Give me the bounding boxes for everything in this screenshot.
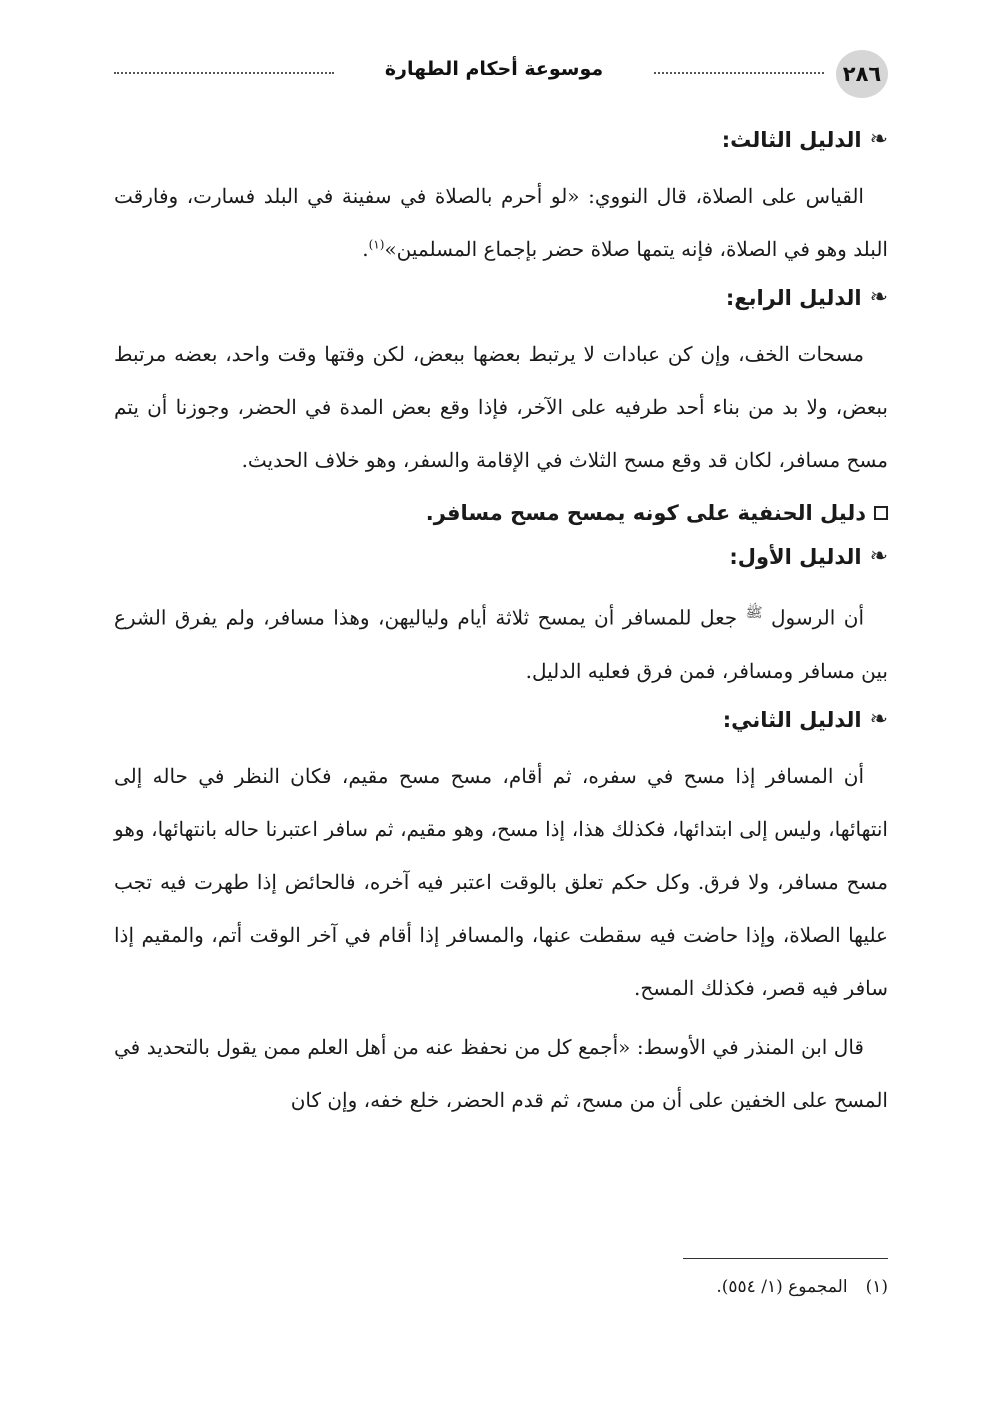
- paragraph: [114, 587, 888, 698]
- paragraph: مسحات الخف، وإن كن عبادات لا يرتبط بعضها ببعض، لكن وقتها وقت واحد، بعضه مرتبط ببعض، ولا بد من بناء أحد طرفيه على الآخر، فإذا وقع بعض المدة في الحضر، وجوزنا أن يتم مسح مسافر، لكان قد وقع مسح الثلاث في الإقامة والسفر، وهو خلاف الحديث.: [114, 342, 888, 472]
- header-dotted-rule-left: [114, 72, 334, 74]
- header-dotted-rule-right: [654, 72, 824, 74]
- section-title-text: دليل الحنفية على كونه يمسح مسح مسافر.: [425, 501, 866, 525]
- heading-text: الدليل الثاني:: [722, 707, 862, 732]
- heading-fourth-evidence: [114, 282, 888, 314]
- paragraph-text: أن الرسول: [771, 605, 865, 630]
- leaf-ornament-icon: ❧: [869, 285, 888, 310]
- paragraph: أن المسافر إذا مسح في سفره، ثم أقام، مسح مسح مقيم، فكان النظر في حاله إلى انتهائها، وليس إلى ابتدائها، فكذلك هذا، إذا مسح، وهو مقيم، ثم سافر اعتبرنا حاله بانتهائها، وهو مسح مسافر، ولا فرق. وكل حكم تعلق بالوقت اعتبر فيه آخره، فالحائض إذا طهرت فيه تجب عليها الصلاة، وإذا حاضت فيه سقطت عنها، والمسافر إذا أقام في آخر الوقت أتم، والمقيم إذا سافر فيه قصر، فكذلك المسح.: [114, 763, 888, 1000]
- heading-text: الدليل الرابع:: [725, 286, 862, 310]
- salawat-glyph: ﷺ: [745, 605, 763, 621]
- paragraph-text: جعل للمسافر أن يمسح ثلاثة أيام ولياليهن، وهذا مسافر، ولم يفرق الشرع بين مسافر ومسافر، فمن فرق فعليه الدليل.: [114, 605, 888, 683]
- paragraph-text: القياس على الصلاة، قال النووي: «لو أحرم بالصلاة في سفينة في البلد فسارت، وفارقت البلد وهو في الصلاة، فإنه يتمها صلاة حضر بإجماع المسلمين»: [114, 184, 888, 261]
- heading-text: الدليل الأول:: [729, 545, 862, 569]
- footnote-text: المجموع (١/ ٥٥٤).: [716, 1277, 848, 1297]
- running-title: موسوعة أحكام الطهارة: [384, 58, 604, 80]
- footnote: [114, 1272, 888, 1302]
- page-header: [114, 50, 888, 98]
- page-number: ٢٨٦: [836, 50, 888, 98]
- heading-second-evidence: [114, 704, 888, 736]
- paragraph-tail: .: [362, 237, 369, 261]
- heading-third-evidence: [114, 124, 888, 156]
- section-title-hanafi-evidence: [114, 497, 888, 529]
- paragraph: [114, 170, 888, 276]
- heading-first-evidence: [114, 541, 888, 573]
- page-body: [114, 118, 888, 1133]
- paragraph: قال ابن المنذر في الأوسط: «أجمع كل من نحفظ عنه من أهل العلم ممن يقول بالتحديد في المسح على الخفين على أن من مسح، ثم قدم الحضر، خلع خفه، وإن كان: [114, 1034, 888, 1112]
- footnote-separator: [683, 1258, 888, 1259]
- leaf-ornament-icon: ❧: [869, 544, 888, 569]
- heading-text: الدليل الثالث:: [721, 128, 862, 152]
- leaf-ornament-icon: ❧: [869, 127, 888, 152]
- footnote-number: (١): [865, 1277, 888, 1297]
- square-bullet-icon: [874, 506, 888, 520]
- footnote-reference[interactable]: (١): [368, 237, 385, 252]
- leaf-ornament-icon: ❧: [869, 706, 888, 732]
